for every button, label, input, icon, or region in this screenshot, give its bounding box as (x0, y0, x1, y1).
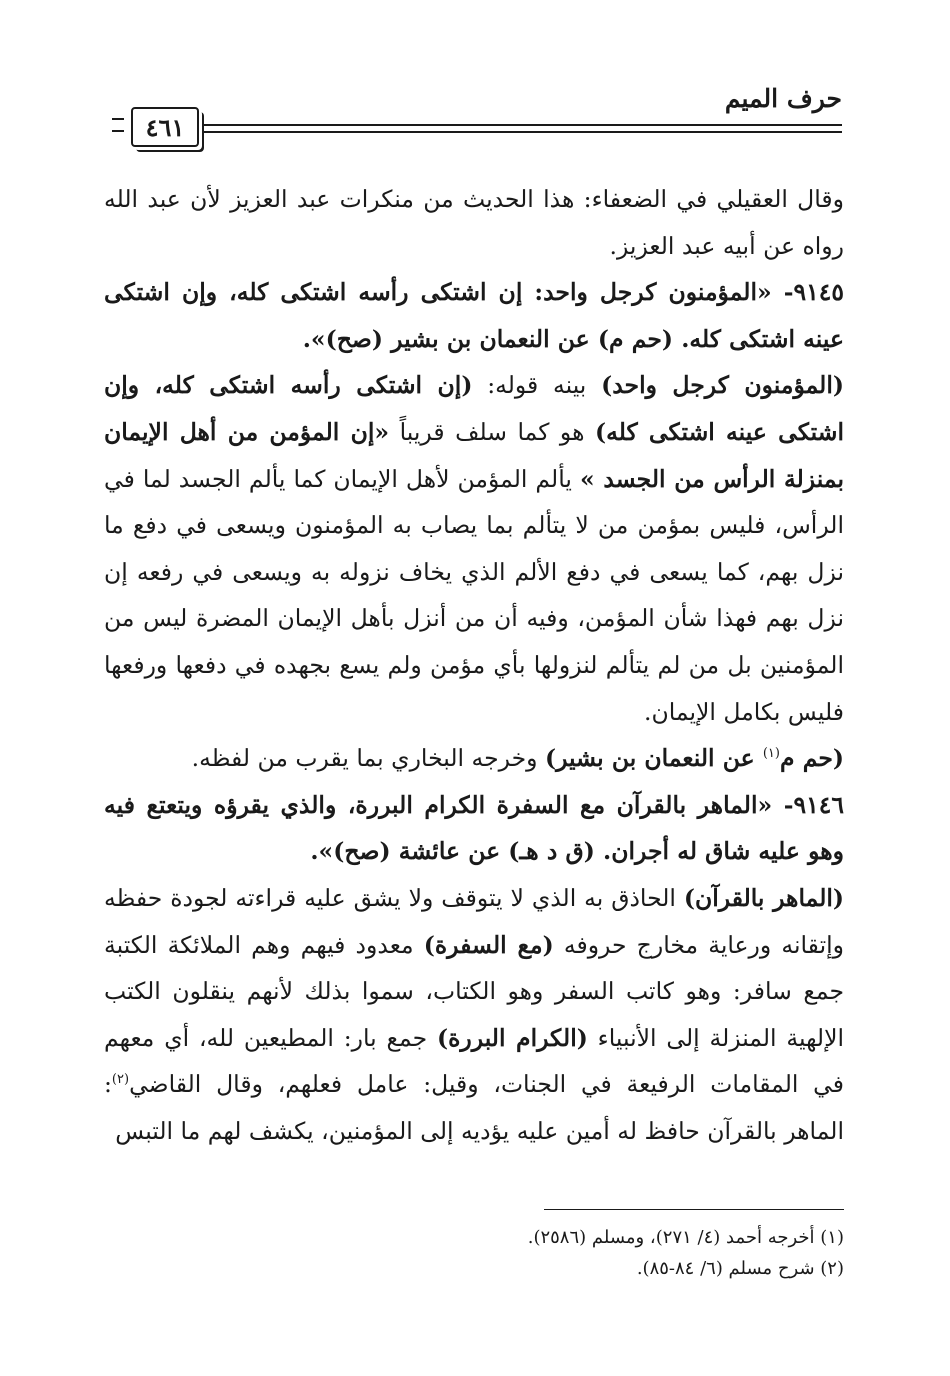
hadith-number: ٩١٤٦- (772, 790, 844, 819)
hadith-text: «الماهر بالقرآن مع السفرة الكرام البررة، والذي يقرؤه ويتعتع فيه وهو عليه شاق له أجران. (ق د هـ) عن عائشة (صح)». (104, 790, 844, 866)
hadith-text: «المؤمنون كرجل واحد: إن اشتكى رأسه اشتكى كله، وإن اشتكى عينه اشتكى كله. (حم م) عن النعمان بن بشير (صح)». (104, 278, 844, 353)
footnotes (104, 1222, 844, 1284)
header-ornament (112, 118, 124, 132)
hadith-9145 (104, 269, 844, 362)
page-number-box (131, 107, 199, 147)
footnote-ref-1: (١) (762, 746, 780, 762)
running-header-title: حرف الميم (724, 84, 842, 113)
commentary-9145: (المؤمنون كرجل واحد) بينه قوله: (إن اشتكى رأسه اشتكى كله، وإن اشتكى عينه اشتكى كله) هو كما سلف قريباً «إن المؤمن من أهل الإيمان بمنزلة الرأس من الجسد » يألم المؤمن لأهل الإيمان كما يألم الجسد لما في الرأس، فليس بمؤمن من لا يتألم بما يصاب به المؤمنون ويسعى في دفع ما نزل بهم، كما يسعى في دفع الألم الذي يخاف نزوله به ويسعى في رفعه إن نزل بهم فهذا شأن المؤمن، وفيه أن من أنزل بأهل الإيمان المضرة ليس من المؤمنين بل من لم يتألم لنزولها بأي مؤمن ولم يسع بجهده في دفعها ورفعها فليس بكامل الإيمان. (104, 371, 844, 726)
hadith-number: ٩١٤٥- (771, 278, 845, 307)
footnote-separator (544, 1209, 844, 1210)
page-number: ٤٦١ (145, 112, 185, 142)
header-double-rule (200, 124, 842, 133)
main-text (104, 176, 844, 1154)
paragraph-1: وقال العقيلي في الضعفاء: هذا الحديث من منكرات عبد العزيز لأن عبد الله رواه عن أبيه عبد العزيز. (104, 185, 844, 260)
hadith-9146 (104, 782, 844, 875)
footnote-ref-2: (٢) (111, 1072, 130, 1088)
footnote-2: (٢) شرح مسلم (٦/ ٨٤-٨٥). (636, 1258, 844, 1279)
footnote-1: (١) أخرجه أحمد (٤/ ٢٧١)، ومسلم (٢٥٨٦). (527, 1227, 844, 1248)
commentary-9146: (الماهر بالقرآن) الحاذق به الذي لا يتوقف ولا يشق عليه قراءته لجودة حفظه وإتقانه ورعاية مخارج حروفه (مع السفرة) معدود فيهم وهم الملائكة الكتبة جمع سافر: وهو كاتب السفر وهو الكتاب، سموا بذلك لأنهم ينقلون الكتب الإلهية المنزلة إلى الأنبياء (الكرام البررة) جمع بار: المطيعين لله، أي معهم في المقامات الرفيعة في الجنات، وقيل: عامل فعلهم، وقال القاضي$^{(٢)}$: الماهر بالقرآن حافظ له أمين عليه يؤديه إلى المؤمنين، يكشف لهم ما التبس (104, 883, 845, 1145)
source-attribution: (حم م$^{(١)}$ عن النعمان بن بشير) وخرجه البخاري بما يقرب من لفظه. (191, 744, 844, 773)
